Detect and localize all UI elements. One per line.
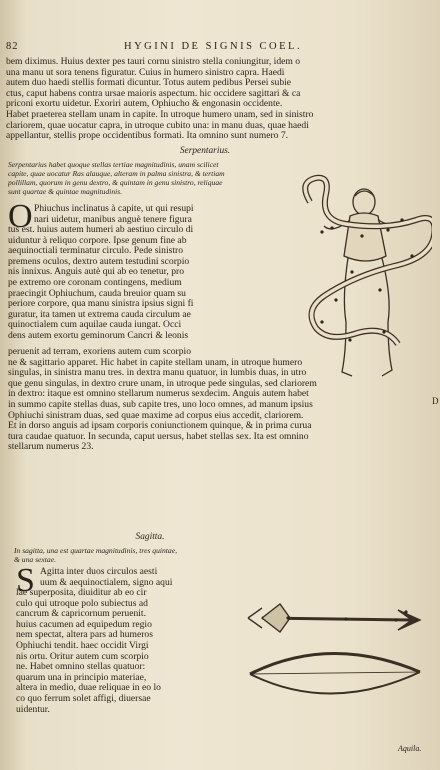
- running-header: [6, 41, 432, 55]
- text-line: Habet praeterea stellam unam in capite. In utroque humero unam, sed in sinistro: [6, 109, 314, 120]
- sagitta-note: [14, 546, 240, 564]
- note-line: capite, quae uocatur Ras alauque, alteram in palma sinistra, & tertiam: [8, 169, 225, 178]
- text-line: clariorem, quae uocatur capra, in utroque cubito una: in manu duas, quae haedi: [6, 120, 309, 131]
- text-line: aequinoctiali terminatur circulo. Pede sinistro: [8, 246, 184, 257]
- text-line: culo qui utroque polo subiectus ad: [16, 598, 148, 609]
- page-number: 82: [6, 41, 19, 52]
- sagitta-column-text-cont: [16, 588, 240, 715]
- note-line: pollillam, quorum in genu dextro, & quintam in genu sinistro, reliquae: [8, 178, 223, 187]
- catchword: Aquila.: [398, 744, 422, 753]
- text-line: uidentur.: [16, 704, 50, 715]
- serpentarius-note: [8, 160, 290, 196]
- text-line: quarum una in principio materiae,: [16, 672, 147, 683]
- text-line: singulas, in sinistra manu tres. in dextra manu quatuor, in lumbis duas, in utro: [8, 368, 307, 379]
- text-line: quinoctialem cum aquilae cauda iungat. Occi: [8, 320, 182, 331]
- text-line: tura caudae quatuor. In secunda, caput uersus, habet stellas sex. Ita est omnino: [8, 431, 309, 442]
- serpentarius-full-text: [8, 347, 434, 453]
- serpentarius-column-text: [34, 204, 292, 225]
- serpentarius-caption: Serpentarius.: [179, 146, 231, 156]
- drop-cap-o: O: [8, 198, 33, 235]
- text-line: una manu ut sora tenens figuratur. Cuius in humero sinistro capra. Haedi: [6, 67, 285, 78]
- text-line: in dextro: itaque est omnino stellarum numerus sexdecim. Anguis autem habet: [8, 389, 309, 400]
- note-line: In sagitta, una est quartae magnitudinis, tres quintae,: [14, 546, 177, 555]
- text-line: lae superposita, diuiditur ab eo cir: [16, 588, 147, 598]
- text-line: cancrum & capricornum peruenit.: [16, 609, 146, 620]
- note-line: Serpentarius habet quoque stellas tertiae magnitudinis, unam scilicet: [8, 160, 219, 169]
- sagitta-arrow-bow-illustration: [236, 582, 436, 712]
- text-line: autem duo haedi stellis formati dicuntur. Totus autem pedibus Persei subie: [6, 78, 292, 89]
- text-line: in summo capite stellas duas, sub capite tres, uno loco omnes, ad manum ipsius: [8, 399, 313, 410]
- text-line: altera in medio, duae reliquae in eo lo: [16, 683, 161, 694]
- text-line: Agitta inter duos circulos aesti: [40, 567, 158, 577]
- text-line: dens autem exortu geminorum Cancri & leonis: [8, 330, 189, 341]
- text-line: nem spectat, altera pars ad humeros: [16, 630, 153, 641]
- text-line: Ophiuchi tendit. haec occidit Virgi: [16, 640, 149, 651]
- text-line: nari uidetur, manibus anguè tenere figura: [34, 214, 192, 225]
- note-line: & una sextae.: [14, 555, 56, 564]
- text-line: que genu singulas, in dextro crure unam, in utroque pede singulas, sed clariorem: [8, 378, 317, 389]
- text-line: priconi exortu uidetur. Exoriri autem, Ophiucho & engonasin occidente.: [6, 99, 283, 110]
- text-line: pe extremo ore coronam contingens, medium: [8, 277, 182, 288]
- text-line: Et in dorso anguis ad ipsam corporis coniunctionem quinque, & in prima curua: [8, 421, 312, 432]
- auriga-text-block: [6, 57, 432, 142]
- text-line: periore corpore, qua manu sinistra ipsius signi fi: [8, 299, 194, 310]
- sagitta-column-text: [40, 567, 240, 588]
- note-line: sunt quartae & quintae magnitudinis.: [8, 187, 123, 196]
- text-line: bem diximus. Huius dexter pes tauri cornu sinistro stella coniungitur, idem o: [6, 57, 301, 67]
- text-line: appellantur, stellis prope occidentibus formati. Ita omnino sunt numero 7.: [6, 131, 289, 142]
- text-line: ne. Habet omnino stellas quatuor:: [16, 662, 146, 673]
- text-line: tus est. huius autem humeri ab aestiuo circulo di: [8, 225, 194, 235]
- text-line: ne & sagittario apparet. Hic habet in capite stellam unam, in utroque humero: [8, 357, 303, 368]
- margin-mark: D: [432, 396, 439, 406]
- text-line: praecingit Ophiuchum, cauda breuior quam su: [8, 288, 186, 299]
- drop-cap-s: S: [16, 562, 35, 599]
- text-line: nis innixus. Anguis autè qui ab eo tenetur, pro: [8, 267, 185, 278]
- text-line: premens oculos, dextro autem testudini scorpio: [8, 256, 190, 267]
- text-line: Phiuchus inclinatus à capite, ut qui resupi: [34, 204, 194, 214]
- text-line: peruenit ad terram, exoriens autem cum scorpio: [8, 347, 192, 357]
- serpentarius-column-text-cont: [8, 225, 292, 342]
- sagitta-caption: Sagitta.: [135, 532, 165, 542]
- text-line: ctus, caput habens contra ursae maioris aspectum. hic occidere sagittari & ca: [6, 88, 301, 99]
- text-line: huius cacumen ad equipedum regio: [16, 619, 152, 630]
- text-line: Ophiuchi sinistram duas, sed quae maxime ad corpus eius accedit, clariorem.: [8, 410, 304, 421]
- running-title: HYGINI DE SIGNIS COEL.: [124, 41, 303, 52]
- text-line: uum & aequinoctialem, signo aqui: [40, 577, 173, 588]
- text-line: co quo ferrum solet affigi, diuersae: [16, 693, 151, 704]
- text-line: stellarum numerus 23.: [8, 442, 94, 453]
- text-line: nis ortu. Oritur autem cum scorpio: [16, 651, 149, 662]
- text-line: guratur, ita tamen ut extrema cauda circulum ae: [8, 309, 191, 320]
- text-line: uiduntur à reliquo corpore. Ipse genum fine ab: [8, 235, 187, 246]
